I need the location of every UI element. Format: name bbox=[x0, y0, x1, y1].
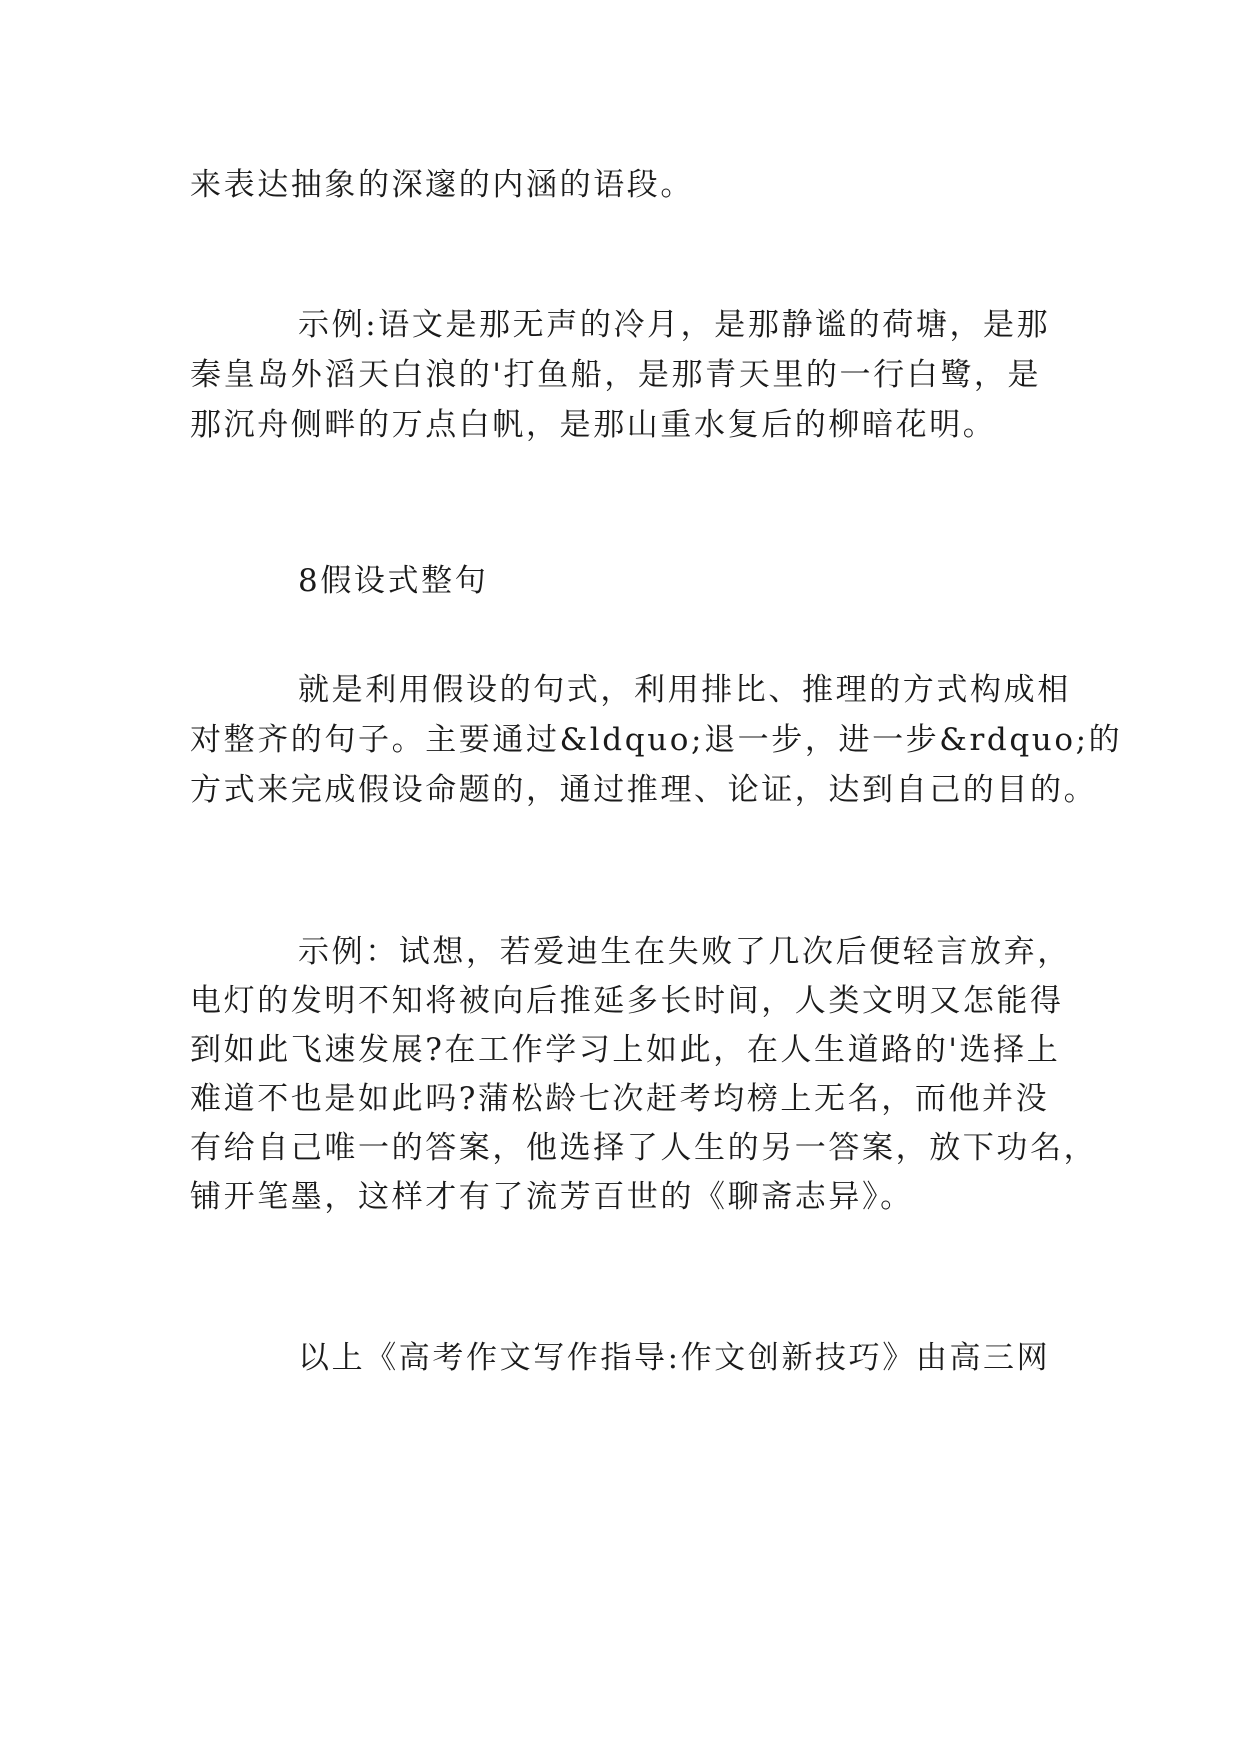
example-paragraph-line: 那沉舟侧畔的万点白帆，是那山重水复后的柳暗花明。 bbox=[190, 407, 997, 443]
example-paragraph-line: 电灯的发明不知将被向后推延多长时间，人类文明又怎能得 bbox=[190, 983, 1064, 1019]
example-paragraph-line: 铺开笔墨，这样才有了流芳百世的《聊斋志异》。 bbox=[190, 1179, 914, 1215]
closing-paragraph-line: 以上《高考作文写作指导:作文创新技巧》由高三网 bbox=[298, 1340, 1051, 1376]
example-paragraph-line: 到如此飞速发展?在工作学习上如此，在人生道路的'选择上 bbox=[190, 1032, 1061, 1068]
section-heading: 8假设式整句 bbox=[298, 563, 489, 599]
definition-paragraph-line: 对整齐的句子。主要通过&ldquo;退一步，进一步&rdquo;的 bbox=[190, 722, 1123, 758]
example-paragraph-line: 有给自己唯一的答案，他选择了人生的另一答案，放下功名， bbox=[190, 1130, 1098, 1166]
definition-paragraph-line: 就是利用假设的句式，利用排比、推理的方式构成相 bbox=[298, 672, 1071, 708]
example-paragraph-line: 难道不也是如此吗?蒲松龄七次赶考均榜上无名，而他并没 bbox=[190, 1081, 1050, 1117]
definition-paragraph-line: 方式来完成假设命题的，通过推理、论证，达到自己的目的。 bbox=[190, 772, 1098, 808]
example-paragraph-line: 示例：试想，若爱迪生在失败了几次后便轻言放弃， bbox=[298, 934, 1071, 970]
example-paragraph-line: 示例:语文是那无声的冷月，是那静谧的荷塘，是那 bbox=[298, 307, 1051, 343]
paragraph-line: 来表达抽象的深邃的内涵的语段。 bbox=[190, 167, 694, 203]
example-paragraph-line: 秦皇岛外滔天白浪的'打鱼船，是那青天里的一行白鹭，是 bbox=[190, 357, 1042, 393]
